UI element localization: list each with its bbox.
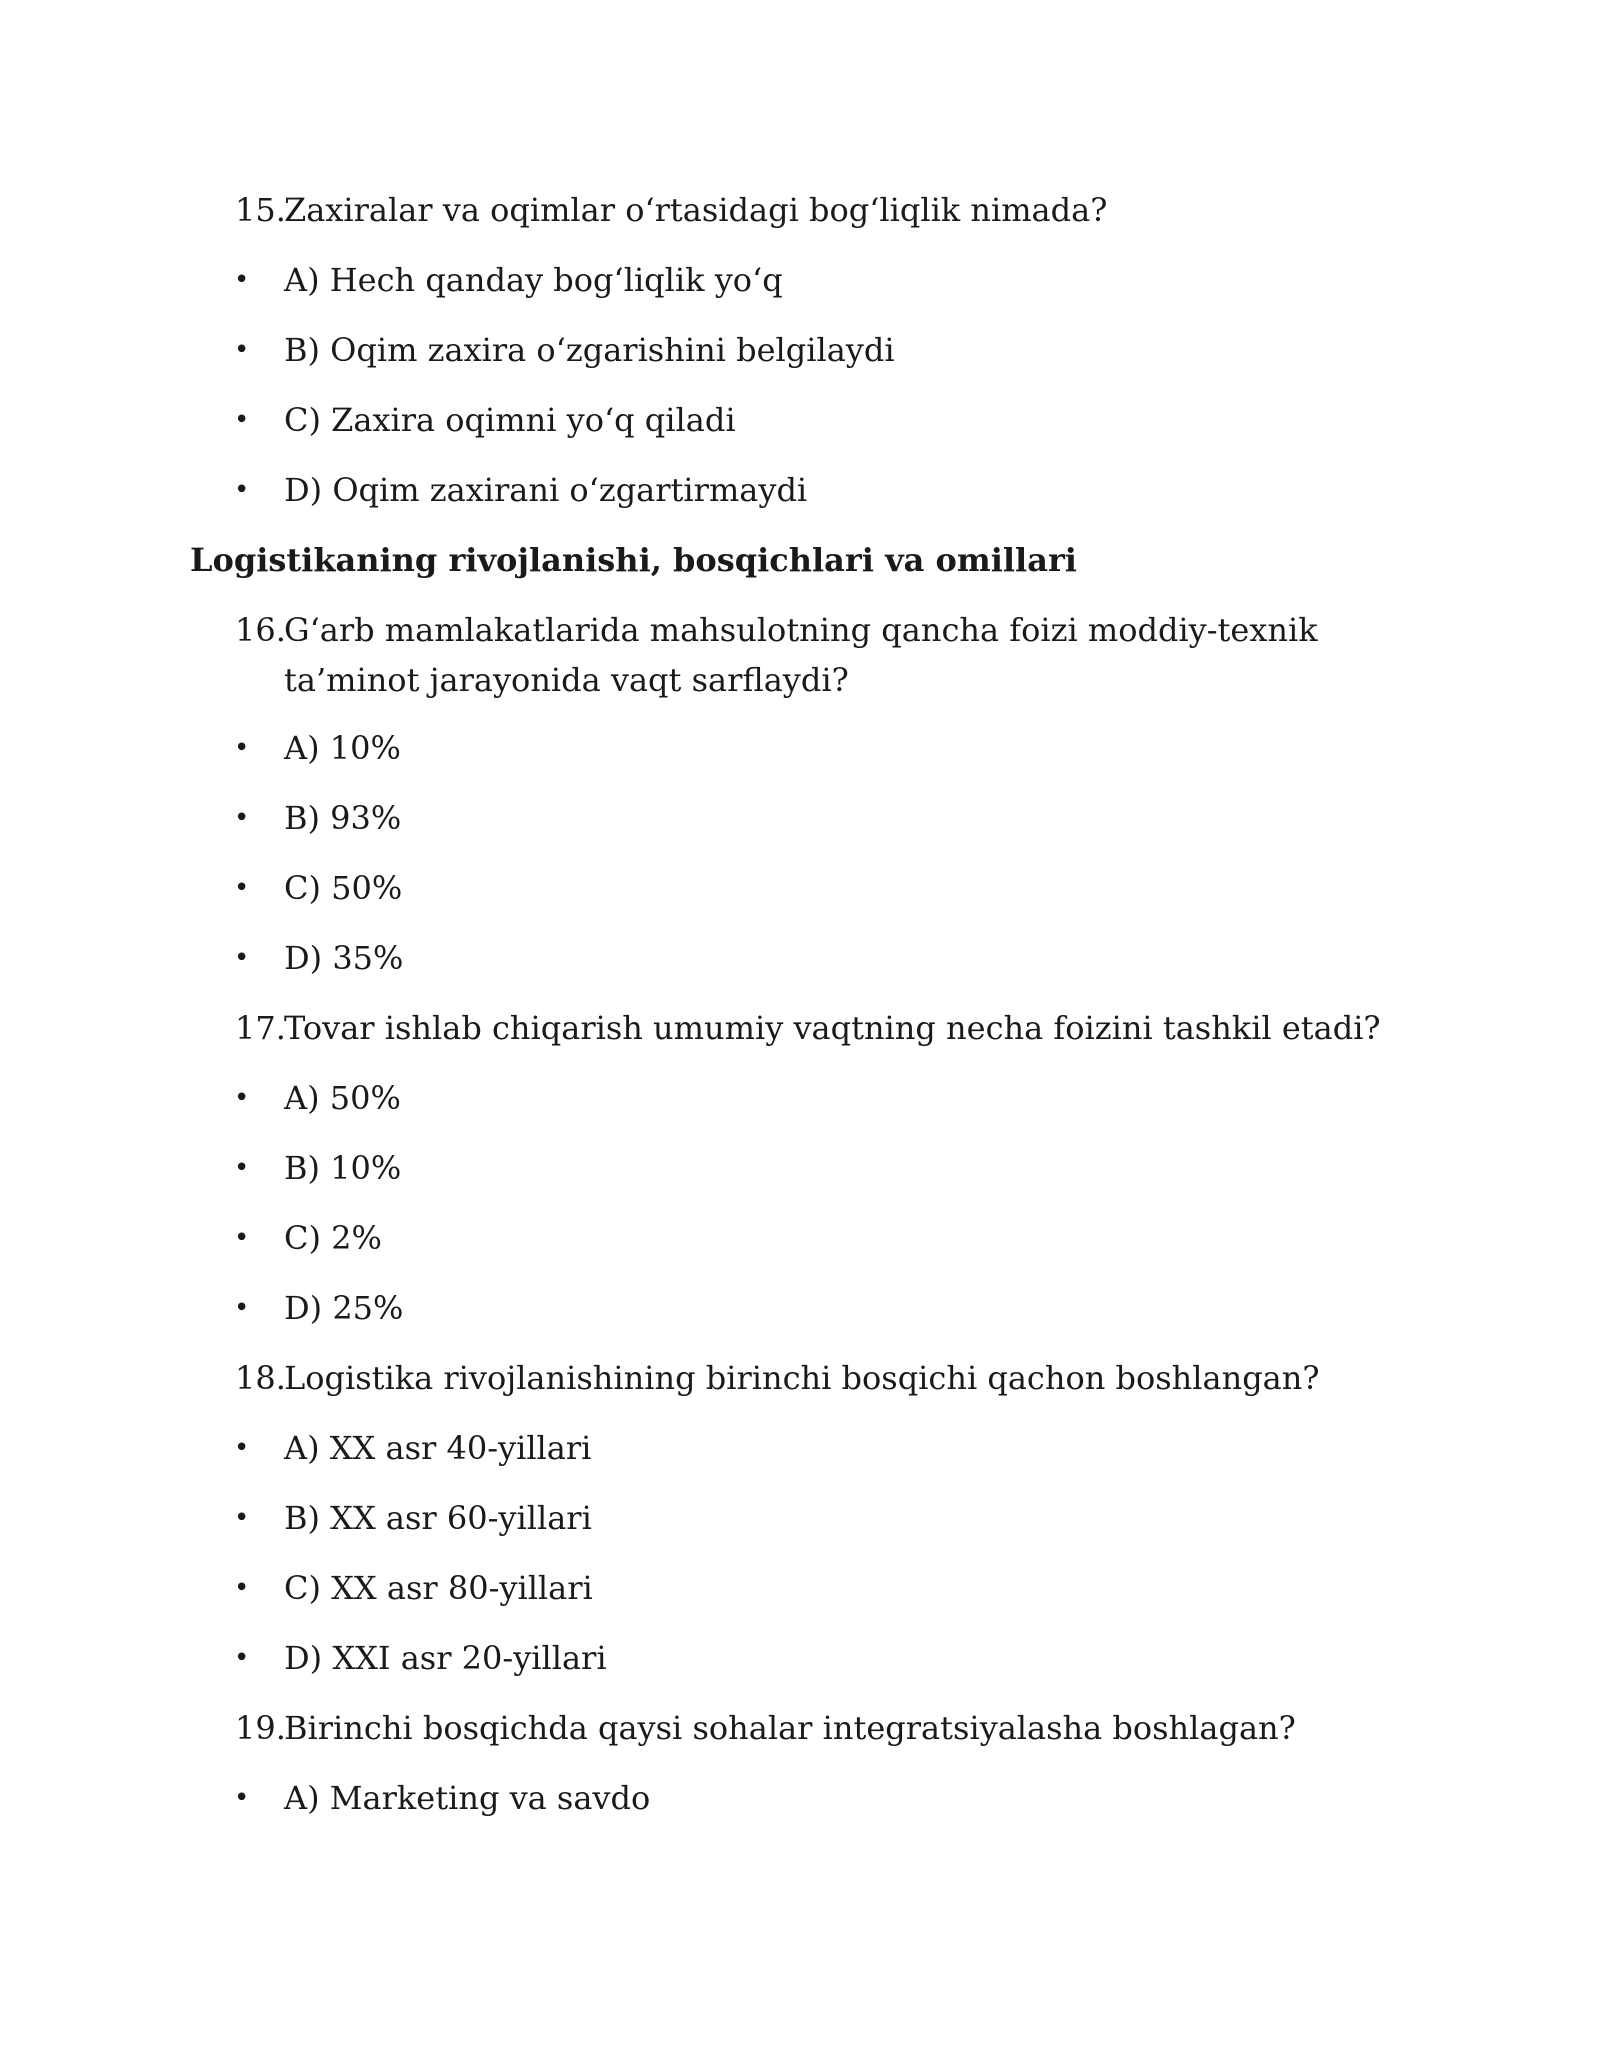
bullet-icon: • (234, 1503, 250, 1533)
question-text: Logistika rivojlanishining birinchi bosqichi qachon boshlangan? (284, 1359, 1320, 1397)
bullet-icon: • (234, 265, 250, 295)
option-text: A) Marketing va savdo (284, 1779, 651, 1817)
question-text: Birinchi bosqichda qaysi sohalar integratsiyalasha boshlagan? (284, 1709, 1296, 1747)
option-text: D) 25% (284, 1289, 404, 1327)
bullet-icon: • (234, 1643, 250, 1673)
bullet-icon: • (234, 1153, 250, 1183)
option-text: A) 10% (284, 729, 401, 767)
section-heading: Logistikaning rivojlanishi, bosqichlari va omillari (190, 541, 1077, 579)
bullet-icon: • (234, 405, 250, 435)
question-number: 16. (235, 611, 286, 649)
bullet-icon: • (234, 1433, 250, 1463)
question-text: G‘arb mamlakatlarida mahsulotning qancha foizi moddiy-texnik ta’minot jarayonida vaqt sarflaydi? (284, 611, 1318, 699)
option-text: D) XXI asr 20-yillari (284, 1639, 607, 1677)
bullet-icon: • (234, 1223, 250, 1253)
bullet-icon: • (234, 1783, 250, 1813)
question-text: Tovar ishlab chiqarish umumiy vaqtning necha foizini tashkil etadi? (284, 1009, 1381, 1047)
option-text: D) Oqim zaxirani o‘zgartirmaydi (284, 471, 808, 509)
option-text: B) XX asr 60-yillari (284, 1499, 592, 1537)
bullet-icon: • (234, 1293, 250, 1323)
bullet-icon: • (234, 803, 250, 833)
option-text: A) 50% (284, 1079, 401, 1117)
option-text: C) XX asr 80-yillari (284, 1569, 593, 1607)
option-text: D) 35% (284, 939, 404, 977)
bullet-icon: • (234, 943, 250, 973)
option-text: A) Hech qanday bog‘liqlik yo‘q (284, 261, 783, 299)
question-number: 19. (235, 1709, 286, 1747)
bullet-icon: • (234, 733, 250, 763)
option-text: C) 2% (284, 1219, 382, 1257)
option-text: A) XX asr 40-yillari (284, 1429, 592, 1467)
option-text: C) Zaxira oqimni yo‘q qiladi (284, 401, 736, 439)
option-text: B) 10% (284, 1149, 402, 1187)
question-number: 17. (235, 1009, 286, 1047)
option-text: B) 93% (284, 799, 402, 837)
question-text: Zaxiralar va oqimlar o‘rtasidagi bog‘liqlik nimada? (284, 191, 1108, 229)
option-text: C) 50% (284, 869, 403, 907)
bullet-icon: • (234, 1083, 250, 1113)
bullet-icon: • (234, 1573, 250, 1603)
bullet-icon: • (234, 475, 250, 505)
question-number: 15. (235, 191, 286, 229)
question-number: 18. (235, 1359, 286, 1397)
option-text: B) Oqim zaxira o‘zgarishini belgilaydi (284, 331, 895, 369)
bullet-icon: • (234, 335, 250, 365)
bullet-icon: • (234, 873, 250, 903)
